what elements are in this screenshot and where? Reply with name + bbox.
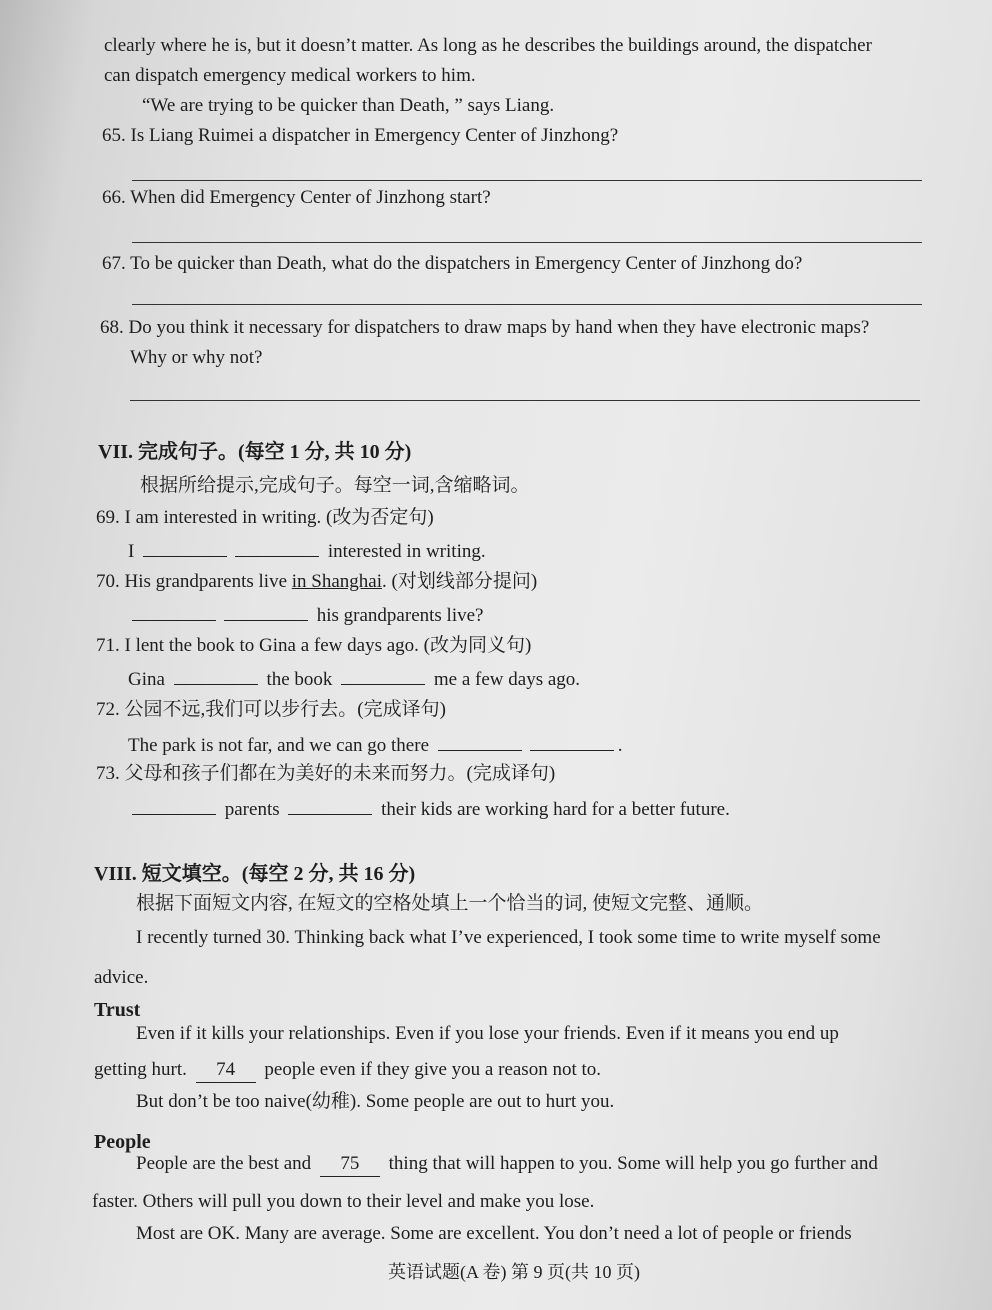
people-line-blank: People are the best and 75 thing that will happen to you. Some will help you go further and <box>136 1152 878 1177</box>
page-footer: 英语试题(A 卷) 第 9 页(共 10 页) <box>388 1262 640 1282</box>
section-8-title: VIII. 短文填空。(每空 2 分, 共 16 分) <box>94 863 416 885</box>
question-68 <box>100 316 869 340</box>
question-text: When did Emergency Center of Jinzhong start? <box>130 187 491 208</box>
item-69-answer: I interested in writing. <box>128 538 486 564</box>
answer-blank[interactable] <box>530 732 614 751</box>
section-8-instruction: 根据下面短文内容, 在短文的空格处填上一个恰当的词, 使短文完整、通顺。 <box>136 893 764 914</box>
item-72-question: 72. 公园不远,我们可以步行去。(完成译句) <box>96 699 446 720</box>
item-70-answer: his grandparents live? <box>128 602 483 628</box>
item-70-question: 70. His grandparents live in Shanghai. (对划线部分提问) <box>96 571 538 592</box>
question-text: Is Liang Ruimei a dispatcher in Emergency Center of Jinzhong? <box>130 125 619 146</box>
item-73-answer: parents their kids are working hard for a better future. <box>128 796 730 822</box>
answer-line-66[interactable] <box>132 242 922 243</box>
blank-74[interactable]: 74 <box>196 1058 256 1083</box>
answer-line-67[interactable] <box>132 304 922 305</box>
question-number: 67. <box>102 253 126 274</box>
answer-line-68[interactable] <box>130 400 920 401</box>
answer-blank[interactable] <box>438 732 522 751</box>
people-line: faster. Others will pull you down to their level and make you lose. <box>92 1191 595 1212</box>
question-66 <box>102 186 491 210</box>
answer-blank[interactable] <box>143 538 227 557</box>
passage-intro-cont: advice. <box>94 967 149 988</box>
answer-blank[interactable] <box>235 538 319 557</box>
item-73-question: 73. 父母和孩子们都在为美好的未来而努力。(完成译句) <box>96 763 556 784</box>
answer-blank[interactable] <box>341 666 425 685</box>
item-71-question: 71. I lent the book to Gina a few days ago. (改为同义句) <box>96 635 532 656</box>
question-text: To be quicker than Death, what do the dispatchers in Emergency Center of Jinzhong do? <box>130 253 803 274</box>
blank-75[interactable]: 75 <box>320 1152 380 1177</box>
question-67 <box>102 252 802 276</box>
answer-line-65[interactable] <box>132 180 922 181</box>
answer-blank[interactable] <box>224 602 308 621</box>
trust-line: But don’t be too naive(幼稚). Some people are out to hurt you. <box>136 1091 615 1112</box>
question-number: 66. <box>102 187 126 208</box>
answer-blank[interactable] <box>174 666 258 685</box>
passage-quote: “We are trying to be quicker than Death, ” says Liang. <box>142 95 555 116</box>
underlined-phrase: in Shanghai <box>291 571 383 592</box>
question-number: 68. <box>100 317 124 338</box>
item-71-answer: Gina the book me a few days ago. <box>128 666 580 692</box>
answer-blank[interactable] <box>288 796 372 815</box>
item-72-answer: The park is not far, and we can go there . <box>128 732 623 758</box>
item-69-question: 69. I am interested in writing. (改为否定句) <box>96 507 434 528</box>
passage-line: clearly where he is, but it doesn’t matter. As long as he describes the buildings around, the dispatcher <box>104 35 872 56</box>
trust-line-blank: getting hurt. 74 people even if they give you a reason not to. <box>94 1058 601 1083</box>
heading-trust: Trust <box>94 999 141 1021</box>
question-text: Do you think it necessary for dispatchers to draw maps by hand when they have electronic maps? <box>128 317 870 338</box>
passage-intro: I recently turned 30. Thinking back what I’ve experienced, I took some time to write myself some <box>136 927 881 948</box>
answer-blank[interactable] <box>132 796 216 815</box>
passage-line: can dispatch emergency medical workers to him. <box>104 65 476 86</box>
answer-blank[interactable] <box>132 602 216 621</box>
heading-people: People <box>94 1131 151 1153</box>
trust-line: Even if it kills your relationships. Even if you lose your friends. Even if it means you end up <box>136 1023 839 1044</box>
section-7-title: VII. 完成句子。(每空 1 分, 共 10 分) <box>98 441 412 463</box>
section-7-instruction: 根据所给提示,完成句子。每空一词,含缩略词。 <box>140 475 530 496</box>
question-68-line2: Why or why not? <box>130 347 263 368</box>
people-line: Most are OK. Many are average. Some are excellent. You don’t need a lot of people or friends <box>136 1223 852 1244</box>
question-number: 65. <box>102 125 126 146</box>
question-65 <box>102 124 618 148</box>
